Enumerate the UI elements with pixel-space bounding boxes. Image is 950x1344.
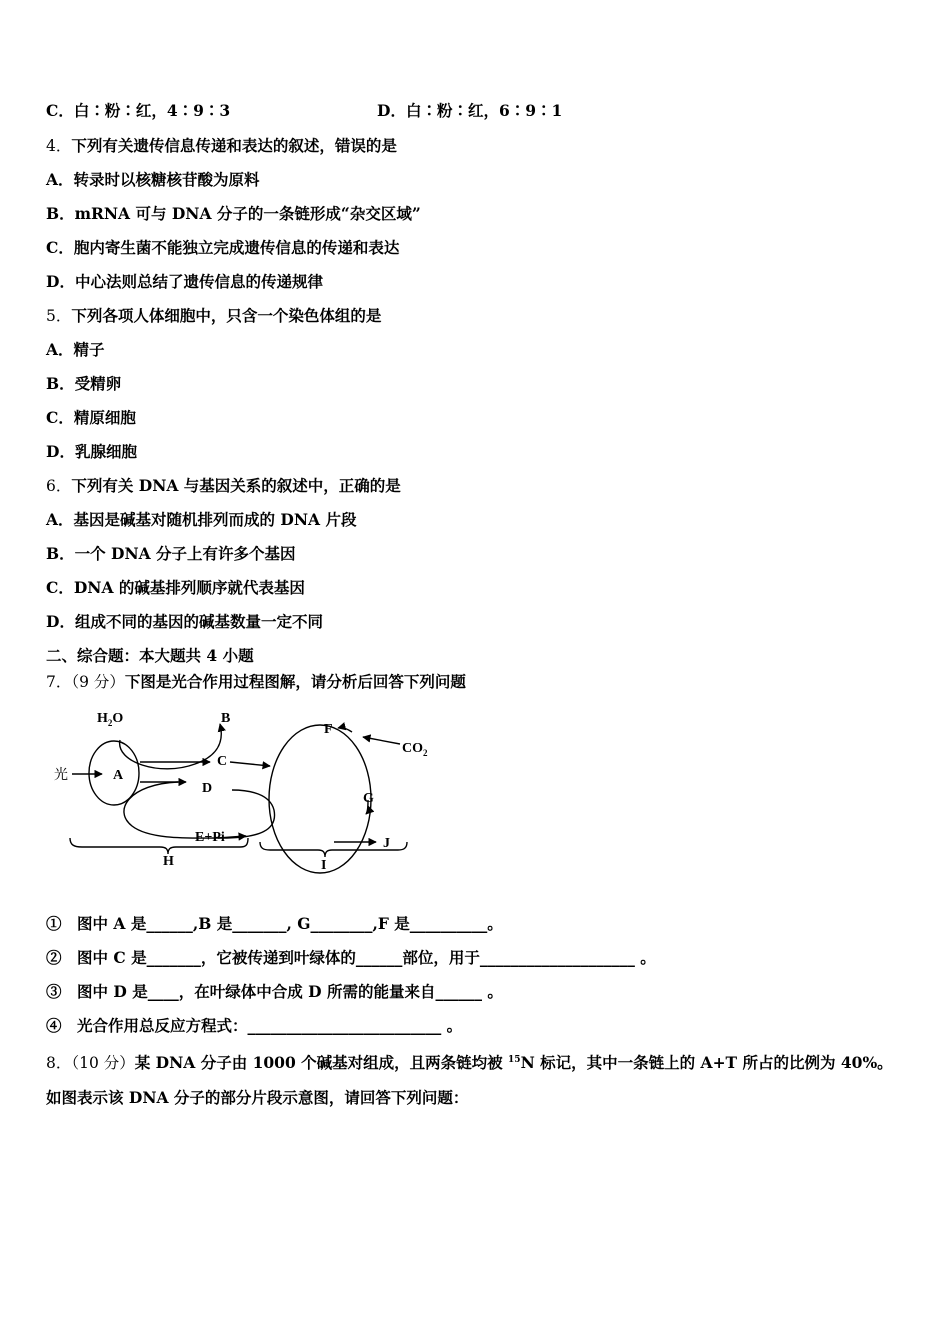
label-a: A: [113, 768, 124, 783]
q4-option-b: B．mRNA 可与 DNA 分子的一条链形成“杂交区域”: [46, 204, 421, 223]
q5-option-b: B．受精卵: [46, 374, 122, 393]
co2-arrow: [363, 737, 400, 744]
q8-text-b: N 标记，其中一条链上的 A+T 所占的比例为 40%。: [520, 1053, 893, 1073]
q7-sub-2: ② 图中 C 是_______，它被传递到叶绿体的______部位，用于____________________ 。: [46, 948, 656, 967]
c-to-cycle-arrow: [230, 762, 270, 766]
label-c: C: [217, 754, 228, 769]
q6-option-c: C．DNA 的碱基排列顺序就代表基因: [46, 578, 305, 597]
q8-score: （10 分）: [71, 1054, 135, 1073]
q4-option-c: C．胞内寄生菌不能独立完成遗传信息的传递和表达: [46, 238, 400, 257]
q7-stem: [46, 672, 466, 692]
q4-stem: [46, 136, 397, 156]
label-d: D: [202, 781, 213, 796]
label-g: G: [363, 791, 374, 806]
q8-superscript: 15: [508, 1055, 521, 1065]
q4-option-d: D．中心法则总结了遗传信息的传递规律: [46, 272, 323, 291]
q6-stem: [46, 476, 401, 496]
q6-text: 下列有关 DNA 与基因关系的叙述中，正确的是: [71, 476, 401, 495]
label-co2: $CO_2$: [402, 741, 428, 758]
section-title: 二、综合题：本大题共 4 小题: [46, 646, 254, 665]
q8-number: 8．: [46, 1054, 72, 1073]
q8-stem: [46, 1050, 893, 1073]
q7-sub-4: ④ 光合作用总反应方程式：_________________________ 。: [46, 1016, 463, 1035]
q6-option-a: A．基因是碱基对随机排列而成的 DNA 片段: [46, 510, 357, 529]
q8-line2: 如图表示该 DNA 分子的部分片段示意图，请回答下列问题：: [46, 1088, 469, 1107]
q6-option-b: B．一个 DNA 分子上有许多个基因: [46, 544, 296, 563]
q3-option-d: D．白∶粉∶红，6∶9∶1: [377, 101, 563, 120]
q3-option-c: C．白∶粉∶红，4∶9∶3: [46, 101, 231, 120]
q5-number: 5．: [46, 307, 72, 325]
label-h: H: [163, 854, 174, 869]
light-label: 光: [54, 767, 68, 783]
q6-number: 6．: [46, 477, 72, 495]
label-f: F: [324, 722, 333, 737]
q7-score: （9 分）: [71, 673, 125, 691]
photosynthesis-diagram: [50, 702, 450, 882]
label-i: I: [321, 858, 327, 873]
q7-sub-3: ③ 图中 D 是____，在叶绿体中合成 D 所需的能量来自______ 。: [46, 982, 503, 1001]
q5-text: 下列各项人体细胞中，只含一个染色体组的是: [71, 306, 382, 325]
q4-number: 4．: [46, 137, 72, 155]
q8-text-a: 某 DNA 分子由 1000 个碱基对组成，且两条链均被: [134, 1053, 509, 1073]
q4-text: 下列有关遗传信息传递和表达的叙述，错误的是: [71, 136, 397, 155]
q5-stem: [46, 306, 381, 326]
q5-option-c: C．精原细胞: [46, 408, 136, 427]
q6-option-d: D．组成不同的基因的碱基数量一定不同: [46, 612, 323, 631]
q5-option-d: D．乳腺细胞: [46, 442, 137, 461]
q7-sub-1: ① 图中 A 是______,B 是_______, G________,F 是__________。: [46, 914, 503, 933]
q7-number: 7．: [46, 673, 72, 691]
q5-option-a: A．精子: [46, 340, 105, 359]
q4-option-a: A．转录时以核糖核苷酸为原料: [46, 170, 260, 189]
label-b: B: [221, 711, 231, 726]
q7-text: 下图是光合作用过程图解，请分析后回答下列问题: [124, 672, 466, 691]
label-e-pi: E+Pi: [195, 830, 225, 845]
label-h2o: $H_2O$: [97, 711, 124, 728]
label-j: J: [383, 836, 390, 851]
